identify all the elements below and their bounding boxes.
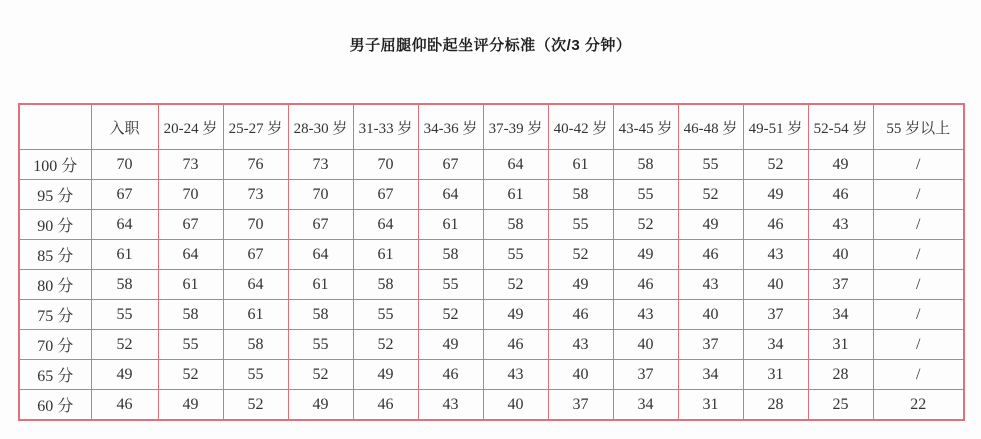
table-cell: 61 [288, 270, 353, 300]
table-row [19, 390, 964, 421]
table-cell: 55 [483, 240, 548, 270]
table-cell: 31 [678, 390, 743, 421]
table-header [19, 104, 964, 150]
corner-header [19, 104, 91, 150]
table-cell: / [873, 210, 964, 240]
table-cell: 61 [483, 180, 548, 210]
column-header: 43-45 岁 [613, 104, 678, 150]
table-cell: 61 [548, 150, 613, 180]
table-cell: 52 [743, 150, 808, 180]
table-cell: 49 [613, 240, 678, 270]
table-cell: 49 [353, 360, 418, 390]
table-cell: 61 [158, 270, 223, 300]
table-cell: 52 [158, 360, 223, 390]
table-row [19, 270, 964, 300]
table-cell: 28 [743, 390, 808, 421]
table-cell: 58 [91, 270, 158, 300]
table-cell: 49 [158, 390, 223, 421]
table-cell: 46 [91, 390, 158, 421]
column-header: 37-39 岁 [483, 104, 548, 150]
table-cell: 49 [288, 390, 353, 421]
table-cell: / [873, 330, 964, 360]
table-cell: 67 [223, 240, 288, 270]
table-cell: 37 [678, 330, 743, 360]
table-cell: 58 [483, 210, 548, 240]
table-row [19, 360, 964, 390]
table-cell: 58 [353, 270, 418, 300]
table-cell: 49 [678, 210, 743, 240]
column-header: 55 岁以上 [873, 104, 964, 150]
table-cell: 61 [353, 240, 418, 270]
table-cell: 76 [223, 150, 288, 180]
table-cell: 40 [483, 390, 548, 421]
column-header: 49-51 岁 [743, 104, 808, 150]
column-header: 40-42 岁 [548, 104, 613, 150]
table-cell: 28 [808, 360, 873, 390]
table-cell: 34 [678, 360, 743, 390]
table-cell: 70 [223, 210, 288, 240]
table-cell: 34 [613, 390, 678, 421]
table-row [19, 240, 964, 270]
table-cell: 49 [548, 270, 613, 300]
table-cell: 55 [353, 300, 418, 330]
table-cell: 43 [613, 300, 678, 330]
table-cell: 52 [418, 300, 483, 330]
table-row [19, 150, 964, 180]
table-cell: 49 [808, 150, 873, 180]
column-header: 25-27 岁 [223, 104, 288, 150]
table-cell: 37 [743, 300, 808, 330]
table-cell: 55 [548, 210, 613, 240]
table-cell: 67 [418, 150, 483, 180]
table-cell: 58 [613, 150, 678, 180]
table-cell: 52 [548, 240, 613, 270]
table-cell: 64 [288, 240, 353, 270]
table-cell: 37 [548, 390, 613, 421]
table-cell: 64 [418, 180, 483, 210]
table-cell: 70 [288, 180, 353, 210]
table-cell: 46 [678, 240, 743, 270]
column-header: 入职 [91, 104, 158, 150]
table-cell: 37 [613, 360, 678, 390]
column-header: 20-24 岁 [158, 104, 223, 150]
table-row [19, 180, 964, 210]
row-label: 60 分 [19, 390, 91, 421]
table-cell: 43 [418, 390, 483, 421]
table-cell: 52 [353, 330, 418, 360]
table-cell: 58 [288, 300, 353, 330]
table-row [19, 330, 964, 360]
table-cell: 46 [808, 180, 873, 210]
table-cell: 70 [91, 150, 158, 180]
table-cell: 61 [91, 240, 158, 270]
row-label: 100 分 [19, 150, 91, 180]
table-cell: 55 [223, 360, 288, 390]
table-cell: 73 [158, 150, 223, 180]
table-cell: 61 [418, 210, 483, 240]
table-row [19, 210, 964, 240]
table-cell: 46 [353, 390, 418, 421]
table-cell: / [873, 240, 964, 270]
table-cell: 67 [288, 210, 353, 240]
table-cell: 67 [158, 210, 223, 240]
table-cell: 31 [743, 360, 808, 390]
table-cell: 49 [418, 330, 483, 360]
column-header: 46-48 岁 [678, 104, 743, 150]
table-cell: 52 [678, 180, 743, 210]
table-cell: 55 [678, 150, 743, 180]
column-header: 28-30 岁 [288, 104, 353, 150]
table-cell: 49 [743, 180, 808, 210]
table-cell: 22 [873, 390, 964, 421]
table-cell: 40 [808, 240, 873, 270]
table-cell: 55 [418, 270, 483, 300]
table-cell: / [873, 180, 964, 210]
page-title: 男子屈腿仰卧起坐评分标准（次/3 分钟） [349, 37, 632, 54]
header-row [19, 104, 964, 150]
table-cell: 64 [483, 150, 548, 180]
row-label: 90 分 [19, 210, 91, 240]
table-cell: 40 [548, 360, 613, 390]
table-cell: 52 [483, 270, 548, 300]
table-body [19, 150, 964, 421]
table-cell: 64 [223, 270, 288, 300]
row-label: 95 分 [19, 180, 91, 210]
table-cell: 64 [91, 210, 158, 240]
row-label: 75 分 [19, 300, 91, 330]
table-row [19, 300, 964, 330]
table-cell: 52 [613, 210, 678, 240]
table-cell: 46 [743, 210, 808, 240]
score-table [18, 103, 965, 421]
table-cell: 40 [743, 270, 808, 300]
table-cell: 67 [353, 180, 418, 210]
table-cell: 34 [808, 300, 873, 330]
table-cell: 55 [91, 300, 158, 330]
table-cell: 46 [483, 330, 548, 360]
table-cell: 58 [418, 240, 483, 270]
table-cell: / [873, 300, 964, 330]
table-cell: 40 [613, 330, 678, 360]
table-cell: 25 [808, 390, 873, 421]
table-cell: 64 [158, 240, 223, 270]
table-cell: 55 [613, 180, 678, 210]
table-cell: 31 [808, 330, 873, 360]
table-cell: 40 [678, 300, 743, 330]
table-cell: 37 [808, 270, 873, 300]
row-label: 85 分 [19, 240, 91, 270]
table-cell: 67 [91, 180, 158, 210]
table-cell: 46 [418, 360, 483, 390]
table-cell: 58 [223, 330, 288, 360]
column-header: 52-54 岁 [808, 104, 873, 150]
row-label: 70 分 [19, 330, 91, 360]
table-cell: 34 [743, 330, 808, 360]
row-label: 65 分 [19, 360, 91, 390]
table-cell: 70 [158, 180, 223, 210]
table-cell: 55 [288, 330, 353, 360]
table-cell: 55 [158, 330, 223, 360]
table-cell: 46 [613, 270, 678, 300]
table-cell: 43 [743, 240, 808, 270]
table-cell: 52 [223, 390, 288, 421]
table-cell: 49 [483, 300, 548, 330]
table-cell: 64 [353, 210, 418, 240]
table-cell: / [873, 360, 964, 390]
table-cell: 73 [223, 180, 288, 210]
table-cell: 73 [288, 150, 353, 180]
table-cell: 58 [158, 300, 223, 330]
table-cell: 58 [548, 180, 613, 210]
table-cell: 52 [288, 360, 353, 390]
table-cell: 43 [808, 210, 873, 240]
table-cell: 43 [483, 360, 548, 390]
table-cell: 43 [678, 270, 743, 300]
column-header: 34-36 岁 [418, 104, 483, 150]
table-cell: 70 [353, 150, 418, 180]
table-cell: / [873, 150, 964, 180]
table-cell: 46 [548, 300, 613, 330]
table-cell: 49 [91, 360, 158, 390]
table-cell: 43 [548, 330, 613, 360]
table-cell: 61 [223, 300, 288, 330]
row-label: 80 分 [19, 270, 91, 300]
table-cell: 52 [91, 330, 158, 360]
column-header: 31-33 岁 [353, 104, 418, 150]
table-cell: / [873, 270, 964, 300]
